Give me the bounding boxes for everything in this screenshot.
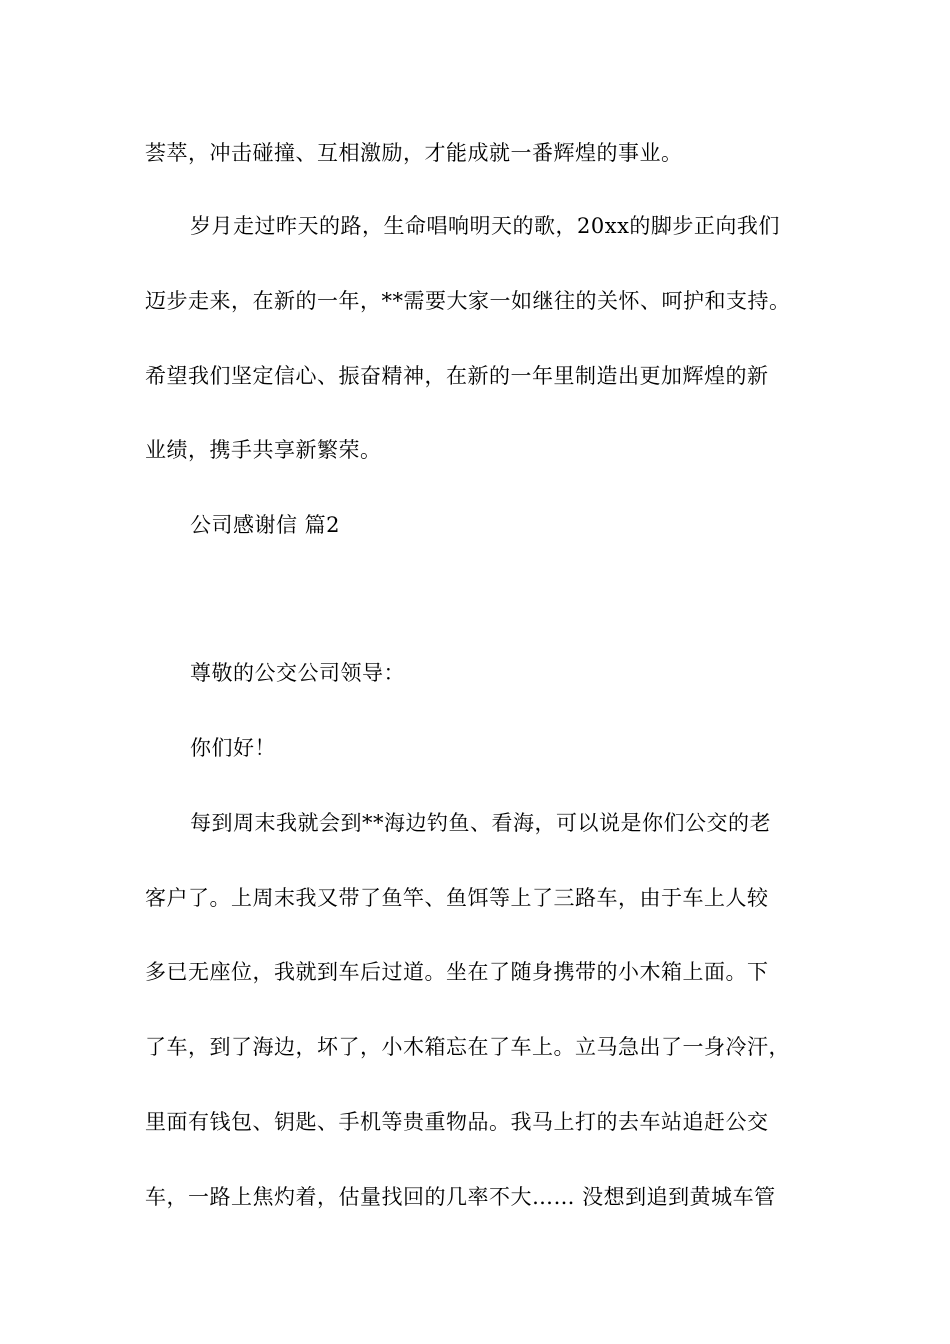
text-line: 里面有钱包、钥匙、手机等贵重物品。我马上打的去车站追赶公交 bbox=[145, 1110, 769, 1134]
text-line: 了车，到了海边，坏了，小木箱忘在了车上。立马急出了一身冷汗， bbox=[145, 1035, 790, 1059]
text-line: 每到周末我就会到**海边钓鱼、看海，可以说是你们公交的老 bbox=[190, 811, 771, 835]
salutation: 尊敬的公交公司领导： bbox=[190, 661, 405, 685]
text-line: 希望我们坚定信心、振奋精神，在新的一年里制造出更加辉煌的新 bbox=[145, 364, 769, 388]
text-line: 岁月走过昨天的路，生命唱响明天的歌，20xx的脚步正向我们 bbox=[190, 214, 780, 238]
text-line: 荟萃，冲击碰撞、互相激励，才能成就一番辉煌的事业。 bbox=[145, 141, 683, 165]
greeting: 你们好！ bbox=[190, 736, 276, 760]
text-line: 迈步走来，在新的一年，**需要大家一如继往的关怀、呵护和支持。 bbox=[145, 289, 791, 313]
text-line: 车，一路上焦灼着，估量找回的几率不大…… 没想到追到黄城车管 bbox=[145, 1185, 776, 1209]
text-line: 客户了。上周末我又带了鱼竿、鱼饵等上了三路车，由于车上人较 bbox=[145, 886, 769, 910]
section-heading: 公司感谢信 篇2 bbox=[190, 513, 341, 537]
text-line: 业绩，携手共享新繁荣。 bbox=[145, 438, 382, 462]
text-line: 多已无座位，我就到车后过道。坐在了随身携带的小木箱上面。下 bbox=[145, 960, 769, 984]
